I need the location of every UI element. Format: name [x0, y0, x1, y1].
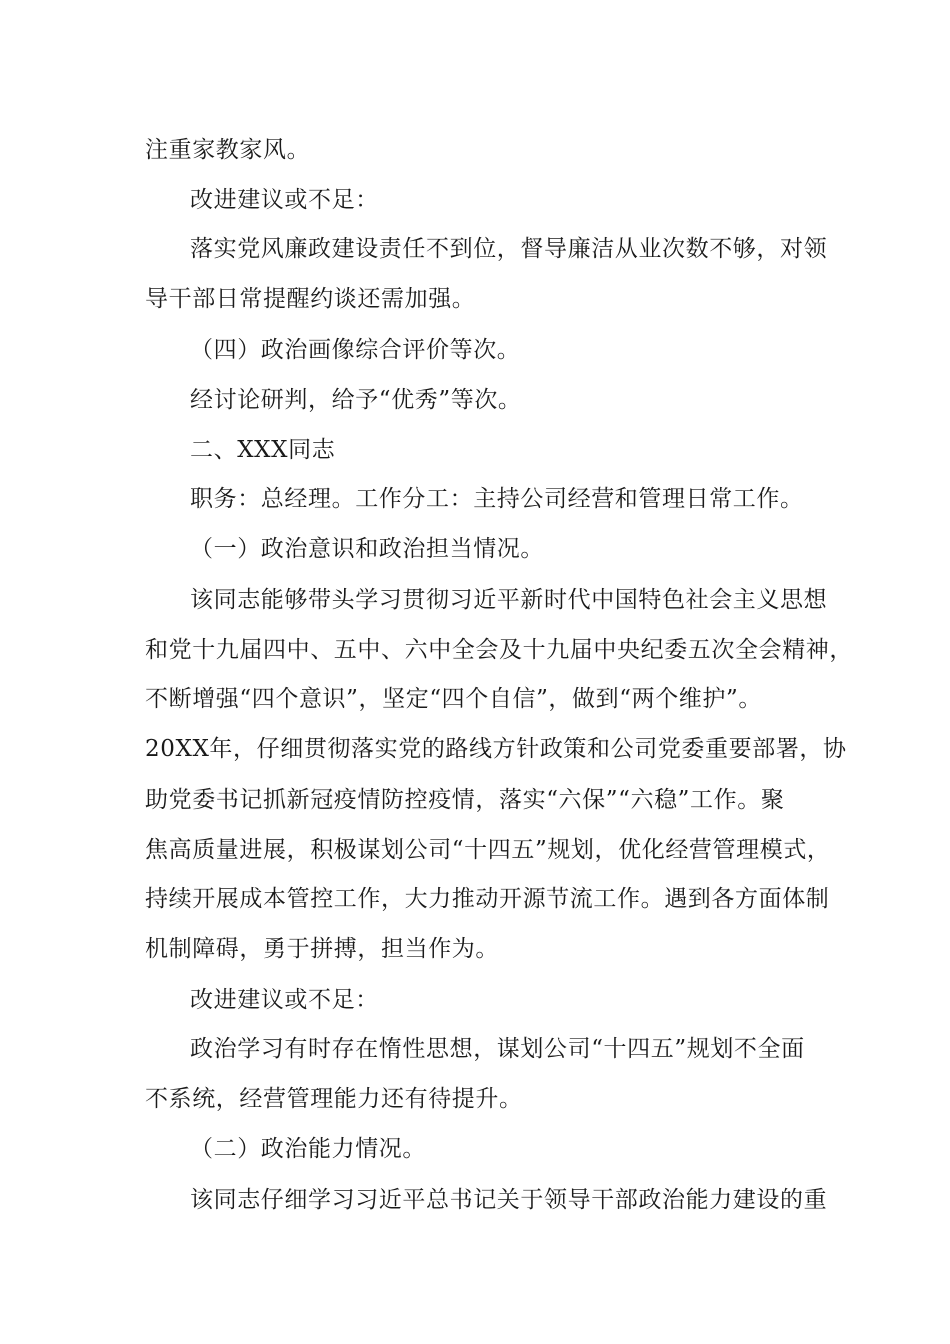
- paragraph-line: 20XX年，仔细贯彻落实党的路线方针政策和公司党委重要部署，协: [145, 736, 847, 762]
- section-heading: 改进建议或不足：: [190, 187, 379, 213]
- section-heading: （二）政治能力情况。: [190, 1136, 426, 1162]
- paragraph-line: 焦高质量进展，积极谋划公司“十四五”规划，优化经营管理模式，: [145, 837, 831, 863]
- paragraph-line: 经讨论研判，给予“优秀”等次。: [190, 387, 522, 413]
- paragraph-line: 导干部日常提醒约谈还需加强。: [145, 286, 476, 312]
- section-heading: （四）政治画像综合评价等次。: [190, 337, 521, 363]
- section-heading: （一）政治意识和政治担当情况。: [190, 536, 544, 562]
- section-heading: 二、XXX同志: [190, 437, 336, 463]
- section-heading: 改进建议或不足：: [190, 987, 379, 1013]
- paragraph-line: 助党委书记抓新冠疫情防控疫情，落实“六保”“六稳”工作。聚: [145, 787, 785, 813]
- text-line: 注重家教家风。: [145, 137, 311, 163]
- paragraph-line: 落实党风廉政建设责任不到位，督导廉洁从业次数不够，对领: [190, 236, 828, 262]
- paragraph-line: 不系统，经营管理能力还有待提升。: [145, 1086, 523, 1112]
- paragraph-line: 机制障碍，勇于拼搏，担当作为。: [145, 936, 499, 962]
- paragraph-line: 持续开展成本管控工作，大力推动开源节流工作。遇到各方面体制: [145, 886, 830, 912]
- paragraph-line: 不断增强“四个意识”，坚定“四个自信”，做到“两个维护”。: [145, 686, 762, 712]
- paragraph-line: 该同志仔细学习习近平总书记关于领导干部政治能力建设的重: [190, 1187, 828, 1213]
- paragraph-line: 政治学习有时存在惰性思想，谋划公司“十四五”规划不全面: [190, 1036, 805, 1062]
- paragraph-line: 该同志能够带头学习贯彻习近平新时代中国特色社会主义思想: [190, 587, 828, 613]
- paragraph-line: 职务：总经理。工作分工：主持公司经营和管理日常工作。: [190, 486, 804, 512]
- paragraph-line: 和党十九届四中、五中、六中全会及十九届中央纪委五次全会精神，: [145, 637, 853, 663]
